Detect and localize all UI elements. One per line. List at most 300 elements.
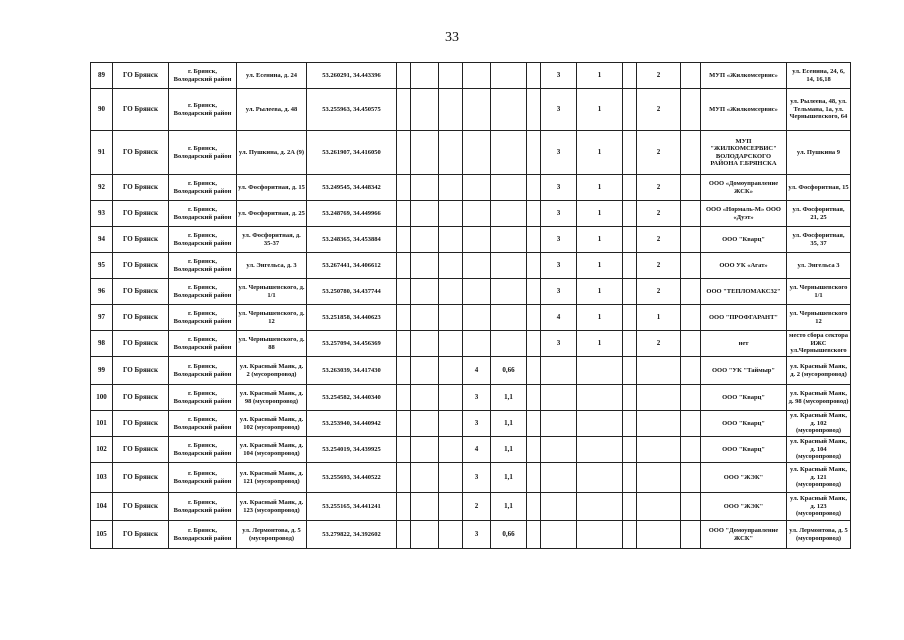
row-number: 101 — [91, 411, 113, 437]
cell-col14 — [623, 89, 637, 131]
cell-col6 — [397, 463, 411, 493]
cell-col9 — [463, 89, 491, 131]
cell-col6 — [397, 385, 411, 411]
cell-col10 — [491, 89, 527, 131]
organization-cell: МУП "ЖИЛКОМСЕРВИС" ВОЛОДАРСКОГО РАЙОНА Г.БРЯНСКА — [701, 131, 787, 175]
cell-col7 — [411, 253, 439, 279]
municipality-cell: ГО Брянск — [113, 331, 169, 357]
cell-col16 — [681, 411, 701, 437]
cell-col11 — [527, 411, 541, 437]
cell-col15 — [637, 437, 681, 463]
cell-col12: 3 — [541, 89, 577, 131]
cell-col16 — [681, 357, 701, 385]
district-cell: г. Брянск, Володарский район — [169, 305, 237, 331]
municipality-cell: ГО Брянск — [113, 437, 169, 463]
organization-cell: ООО "УК "Таймыр" — [701, 357, 787, 385]
cell-col10 — [491, 175, 527, 201]
cell-col7 — [411, 279, 439, 305]
cell-col7 — [411, 175, 439, 201]
cell-col16 — [681, 201, 701, 227]
cell-col8 — [439, 89, 463, 131]
municipality-cell: ГО Брянск — [113, 411, 169, 437]
cell-col10: 1,1 — [491, 463, 527, 493]
table-row — [91, 357, 851, 385]
cell-col14 — [623, 201, 637, 227]
table-row — [91, 493, 851, 521]
cell-col6 — [397, 279, 411, 305]
row-number: 96 — [91, 279, 113, 305]
coordinates-cell: 53.260291, 34.443396 — [307, 63, 397, 89]
cell-col16 — [681, 63, 701, 89]
address-cell: ул. Красный Маяк, д. 104 (мусоропровод) — [237, 437, 307, 463]
cell-col13: 1 — [577, 201, 623, 227]
cell-col15 — [637, 385, 681, 411]
row-number: 103 — [91, 463, 113, 493]
cell-col13: 1 — [577, 279, 623, 305]
cell-col13: 1 — [577, 305, 623, 331]
cell-col14 — [623, 493, 637, 521]
coordinates-cell: 53.255963, 34.450575 — [307, 89, 397, 131]
cell-col9 — [463, 227, 491, 253]
cell-col16 — [681, 175, 701, 201]
organization-cell: ООО "ПРОФГАРАНТ" — [701, 305, 787, 331]
table-row — [91, 131, 851, 175]
cell-col16 — [681, 493, 701, 521]
cell-col14 — [623, 131, 637, 175]
row-number: 100 — [91, 385, 113, 411]
cell-col11 — [527, 201, 541, 227]
served-objects-cell: ул. Фосфоритная, 21, 25 — [787, 201, 851, 227]
district-cell: г. Брянск, Володарский район — [169, 357, 237, 385]
table-row — [91, 279, 851, 305]
cell-col9: 3 — [463, 411, 491, 437]
municipality-cell: ГО Брянск — [113, 521, 169, 549]
cell-col9 — [463, 279, 491, 305]
cell-col8 — [439, 253, 463, 279]
cell-col12: 3 — [541, 227, 577, 253]
cell-col15: 2 — [637, 201, 681, 227]
cell-col13: 1 — [577, 131, 623, 175]
coordinates-cell: 53.254019, 34.439925 — [307, 437, 397, 463]
cell-col12 — [541, 385, 577, 411]
served-objects-cell: ул. Лермонтова, д. 5 (мусоропровод) — [787, 521, 851, 549]
cell-col7 — [411, 131, 439, 175]
organization-cell: ООО "Кварц" — [701, 385, 787, 411]
cell-col11 — [527, 279, 541, 305]
cell-col12: 4 — [541, 305, 577, 331]
cell-col7 — [411, 357, 439, 385]
cell-col6 — [397, 253, 411, 279]
cell-col7 — [411, 437, 439, 463]
coordinates-cell: 53.248769, 34.449966 — [307, 201, 397, 227]
cell-col8 — [439, 357, 463, 385]
served-objects-cell: ул. Фосфоритная, 35, 37 — [787, 227, 851, 253]
address-cell: ул. Красный Маяк, д. 123 (мусоропровод) — [237, 493, 307, 521]
cell-col15: 2 — [637, 175, 681, 201]
coordinates-cell: 53.249545, 34.448342 — [307, 175, 397, 201]
cell-col16 — [681, 521, 701, 549]
cell-col8 — [439, 175, 463, 201]
organization-cell: ООО "ТЕПЛОМАКС32" — [701, 279, 787, 305]
cell-col7 — [411, 493, 439, 521]
cell-col8 — [439, 521, 463, 549]
coordinates-cell: 53.279822, 34.392602 — [307, 521, 397, 549]
cell-col12: 3 — [541, 131, 577, 175]
municipality-cell: ГО Брянск — [113, 463, 169, 493]
cell-col13 — [577, 411, 623, 437]
cell-col11 — [527, 131, 541, 175]
municipality-cell: ГО Брянск — [113, 493, 169, 521]
coordinates-cell: 53.255693, 34.440522 — [307, 463, 397, 493]
cell-col7 — [411, 385, 439, 411]
cell-col6 — [397, 89, 411, 131]
cell-col10 — [491, 201, 527, 227]
cell-col8 — [439, 385, 463, 411]
cell-col6 — [397, 131, 411, 175]
cell-col13: 1 — [577, 227, 623, 253]
address-cell: ул. Энгельса, д. 3 — [237, 253, 307, 279]
organization-cell: нет — [701, 331, 787, 357]
district-cell: г. Брянск, Володарский район — [169, 63, 237, 89]
cell-col6 — [397, 437, 411, 463]
row-number: 98 — [91, 331, 113, 357]
municipality-cell: ГО Брянск — [113, 201, 169, 227]
municipality-cell: ГО Брянск — [113, 357, 169, 385]
served-objects-cell: ул. Энгельса 3 — [787, 253, 851, 279]
coordinates-cell: 53.254582, 34.440340 — [307, 385, 397, 411]
organization-cell: МУП «Жилкомсервис» — [701, 89, 787, 131]
table-row — [91, 175, 851, 201]
organization-cell: ООО "ЖЭК" — [701, 463, 787, 493]
cell-col7 — [411, 521, 439, 549]
cell-col7 — [411, 411, 439, 437]
cell-col15: 2 — [637, 89, 681, 131]
row-number: 89 — [91, 63, 113, 89]
municipality-cell: ГО Брянск — [113, 385, 169, 411]
cell-col6 — [397, 201, 411, 227]
served-objects-cell: ул. Красный Маяк, д. 98 (мусоропровод) — [787, 385, 851, 411]
cell-col13 — [577, 385, 623, 411]
cell-col8 — [439, 411, 463, 437]
row-number: 99 — [91, 357, 113, 385]
cell-col11 — [527, 357, 541, 385]
cell-col8 — [439, 463, 463, 493]
cell-col13 — [577, 493, 623, 521]
cell-col10 — [491, 305, 527, 331]
cell-col11 — [527, 63, 541, 89]
organization-cell: ООО «Нормаль-М» ООО «Дуэт» — [701, 201, 787, 227]
cell-col9: 4 — [463, 357, 491, 385]
cell-col13: 1 — [577, 63, 623, 89]
organization-cell: ООО "Кварц" — [701, 411, 787, 437]
cell-col10: 0,66 — [491, 357, 527, 385]
municipality-cell: ГО Брянск — [113, 175, 169, 201]
cell-col12: 3 — [541, 201, 577, 227]
cell-col13: 1 — [577, 253, 623, 279]
table-row — [91, 63, 851, 89]
coordinates-cell: 53.253940, 34.440942 — [307, 411, 397, 437]
cell-col10 — [491, 253, 527, 279]
served-objects-cell: ул. Фосфоритная, 15 — [787, 175, 851, 201]
cell-col14 — [623, 279, 637, 305]
cell-col15 — [637, 493, 681, 521]
row-number: 91 — [91, 131, 113, 175]
address-cell: ул. Красный Маяк, д. 121 (мусоропровод) — [237, 463, 307, 493]
row-number: 94 — [91, 227, 113, 253]
cell-col16 — [681, 279, 701, 305]
cell-col9 — [463, 63, 491, 89]
cell-col14 — [623, 385, 637, 411]
organization-cell: ООО УК «Агат» — [701, 253, 787, 279]
cell-col15 — [637, 521, 681, 549]
cell-col6 — [397, 493, 411, 521]
cell-col15 — [637, 411, 681, 437]
cell-col6 — [397, 521, 411, 549]
cell-col7 — [411, 63, 439, 89]
cell-col14 — [623, 305, 637, 331]
cell-col6 — [397, 227, 411, 253]
cell-col9: 3 — [463, 521, 491, 549]
cell-col8 — [439, 227, 463, 253]
table-row — [91, 331, 851, 357]
row-number: 105 — [91, 521, 113, 549]
cell-col16 — [681, 463, 701, 493]
cell-col9 — [463, 131, 491, 175]
cell-col11 — [527, 493, 541, 521]
cell-col10: 1,1 — [491, 385, 527, 411]
cell-col11 — [527, 253, 541, 279]
cell-col15 — [637, 357, 681, 385]
cell-col8 — [439, 279, 463, 305]
row-number: 97 — [91, 305, 113, 331]
cell-col12 — [541, 493, 577, 521]
cell-col6 — [397, 331, 411, 357]
served-objects-cell: место сбора сектора ИЖС ул.Чернышевского — [787, 331, 851, 357]
district-cell: г. Брянск, Володарский район — [169, 131, 237, 175]
cell-col11 — [527, 331, 541, 357]
district-cell: г. Брянск, Володарский район — [169, 493, 237, 521]
district-cell: г. Брянск, Володарский район — [169, 463, 237, 493]
address-cell: ул. Красный Маяк, д. 102 (мусоропровод) — [237, 411, 307, 437]
served-objects-cell: ул. Рылеева, 48, ул. Тельмана, 1а, ул. Чернышевского, 64 — [787, 89, 851, 131]
table-row — [91, 521, 851, 549]
cell-col16 — [681, 331, 701, 357]
address-cell: ул. Чернышевского, д. 1/1 — [237, 279, 307, 305]
cell-col12: 3 — [541, 279, 577, 305]
cell-col11 — [527, 521, 541, 549]
district-cell: г. Брянск, Володарский район — [169, 253, 237, 279]
row-number: 102 — [91, 437, 113, 463]
organization-cell: ООО "ЖЭК" — [701, 493, 787, 521]
coordinates-cell: 53.255165, 34.441241 — [307, 493, 397, 521]
cell-col12: 3 — [541, 63, 577, 89]
cell-col10: 0,66 — [491, 521, 527, 549]
cell-col8 — [439, 305, 463, 331]
table-row — [91, 305, 851, 331]
address-cell: ул. Красный Маяк, д. 98 (мусоропровод) — [237, 385, 307, 411]
organization-cell: ООО «Домоуправление ЖСК» — [701, 175, 787, 201]
address-cell: ул. Красный Маяк, д. 2 (мусоропровод) — [237, 357, 307, 385]
district-cell: г. Брянск, Володарский район — [169, 437, 237, 463]
cell-col13 — [577, 437, 623, 463]
cell-col10: 1,1 — [491, 411, 527, 437]
served-objects-cell: ул. Красный Маяк, д. 121 (мусоропровод) — [787, 463, 851, 493]
served-objects-cell: ул. Пушкина 9 — [787, 131, 851, 175]
municipality-cell: ГО Брянск — [113, 63, 169, 89]
cell-col13 — [577, 463, 623, 493]
cell-col10 — [491, 131, 527, 175]
cell-col10 — [491, 227, 527, 253]
cell-col11 — [527, 305, 541, 331]
cell-col14 — [623, 463, 637, 493]
cell-col8 — [439, 201, 463, 227]
table-row — [91, 201, 851, 227]
cell-col11 — [527, 385, 541, 411]
table-row — [91, 411, 851, 437]
cell-col15: 2 — [637, 131, 681, 175]
cell-col12 — [541, 357, 577, 385]
organization-cell: МУП «Жилкомсервис» — [701, 63, 787, 89]
cell-col12 — [541, 521, 577, 549]
cell-col9: 4 — [463, 437, 491, 463]
served-objects-cell: ул. Чернышевского 12 — [787, 305, 851, 331]
address-cell: ул. Лермонтова, д. 5 (мусоропровод) — [237, 521, 307, 549]
cell-col16 — [681, 305, 701, 331]
district-cell: г. Брянск, Володарский район — [169, 521, 237, 549]
cell-col8 — [439, 493, 463, 521]
cell-col9: 2 — [463, 493, 491, 521]
cell-col15: 2 — [637, 253, 681, 279]
registry-table — [90, 62, 851, 549]
cell-col8 — [439, 331, 463, 357]
cell-col11 — [527, 89, 541, 131]
cell-col12 — [541, 463, 577, 493]
coordinates-cell: 53.251858, 34.440623 — [307, 305, 397, 331]
cell-col9 — [463, 331, 491, 357]
district-cell: г. Брянск, Володарский район — [169, 175, 237, 201]
coordinates-cell: 53.257094, 34.456369 — [307, 331, 397, 357]
cell-col15: 1 — [637, 305, 681, 331]
cell-col14 — [623, 253, 637, 279]
cell-col10 — [491, 279, 527, 305]
cell-col15 — [637, 463, 681, 493]
cell-col12 — [541, 437, 577, 463]
served-objects-cell: ул. Чернышевского 1/1 — [787, 279, 851, 305]
cell-col13 — [577, 521, 623, 549]
cell-col11 — [527, 175, 541, 201]
municipality-cell: ГО Брянск — [113, 279, 169, 305]
row-number: 90 — [91, 89, 113, 131]
table-row — [91, 227, 851, 253]
row-number: 93 — [91, 201, 113, 227]
cell-col6 — [397, 305, 411, 331]
coordinates-cell: 53.263039, 34.417430 — [307, 357, 397, 385]
cell-col9 — [463, 253, 491, 279]
cell-col11 — [527, 227, 541, 253]
municipality-cell: ГО Брянск — [113, 227, 169, 253]
cell-col16 — [681, 253, 701, 279]
address-cell: ул. Рылеева, д. 48 — [237, 89, 307, 131]
cell-col8 — [439, 437, 463, 463]
table-row — [91, 253, 851, 279]
cell-col8 — [439, 63, 463, 89]
served-objects-cell: ул. Красный Маяк, д. 123 (мусоропровод) — [787, 493, 851, 521]
coordinates-cell: 53.261907, 34.416050 — [307, 131, 397, 175]
cell-col13: 1 — [577, 175, 623, 201]
organization-cell: ООО "Кварц" — [701, 227, 787, 253]
address-cell: ул. Есенина, д. 24 — [237, 63, 307, 89]
organization-cell: ООО "Домоуправление ЖСК" — [701, 521, 787, 549]
cell-col7 — [411, 331, 439, 357]
row-number: 92 — [91, 175, 113, 201]
served-objects-cell: ул. Красный Маяк, д. 104 (мусоропровод) — [787, 437, 851, 463]
cell-col13 — [577, 357, 623, 385]
cell-col6 — [397, 411, 411, 437]
cell-col12: 3 — [541, 331, 577, 357]
district-cell: г. Брянск, Володарский район — [169, 279, 237, 305]
cell-col7 — [411, 463, 439, 493]
district-cell: г. Брянск, Володарский район — [169, 385, 237, 411]
cell-col7 — [411, 201, 439, 227]
municipality-cell: ГО Брянск — [113, 131, 169, 175]
row-number: 95 — [91, 253, 113, 279]
cell-col12: 3 — [541, 175, 577, 201]
address-cell: ул. Фосфоритная, д. 25 — [237, 201, 307, 227]
cell-col10: 1,1 — [491, 437, 527, 463]
served-objects-cell: ул. Есенина, 24, 6, 14, 16,18 — [787, 63, 851, 89]
cell-col12: 3 — [541, 253, 577, 279]
served-objects-cell: ул. Красный Маяк, д. 102 (мусоропровод) — [787, 411, 851, 437]
district-cell: г. Брянск, Володарский район — [169, 331, 237, 357]
cell-col14 — [623, 411, 637, 437]
address-cell: ул. Фосфоритная, д. 15 — [237, 175, 307, 201]
cell-col9 — [463, 201, 491, 227]
cell-col9 — [463, 305, 491, 331]
district-cell: г. Брянск, Володарский район — [169, 89, 237, 131]
page-number: 33 — [445, 30, 459, 45]
organization-cell: ООО "Кварц" — [701, 437, 787, 463]
address-cell: ул. Чернышевского, д. 88 — [237, 331, 307, 357]
coordinates-cell: 53.250780, 34.437744 — [307, 279, 397, 305]
cell-col15: 2 — [637, 227, 681, 253]
cell-col7 — [411, 305, 439, 331]
cell-col15: 2 — [637, 63, 681, 89]
municipality-cell: ГО Брянск — [113, 305, 169, 331]
cell-col12 — [541, 411, 577, 437]
served-objects-cell: ул. Красный Маяк, д. 2 (мусоропровод) — [787, 357, 851, 385]
cell-col16 — [681, 89, 701, 131]
cell-col10: 1,1 — [491, 493, 527, 521]
cell-col14 — [623, 175, 637, 201]
district-cell: г. Брянск, Володарский район — [169, 227, 237, 253]
cell-col10 — [491, 331, 527, 357]
cell-col14 — [623, 227, 637, 253]
municipality-cell: ГО Брянск — [113, 253, 169, 279]
cell-col14 — [623, 63, 637, 89]
table-row — [91, 385, 851, 411]
cell-col14 — [623, 357, 637, 385]
cell-col13: 1 — [577, 331, 623, 357]
cell-col16 — [681, 131, 701, 175]
cell-col10 — [491, 63, 527, 89]
cell-col13: 1 — [577, 89, 623, 131]
cell-col15: 2 — [637, 279, 681, 305]
cell-col7 — [411, 89, 439, 131]
cell-col8 — [439, 131, 463, 175]
table-row — [91, 463, 851, 493]
row-number: 104 — [91, 493, 113, 521]
coordinates-cell: 53.248365, 34.453884 — [307, 227, 397, 253]
